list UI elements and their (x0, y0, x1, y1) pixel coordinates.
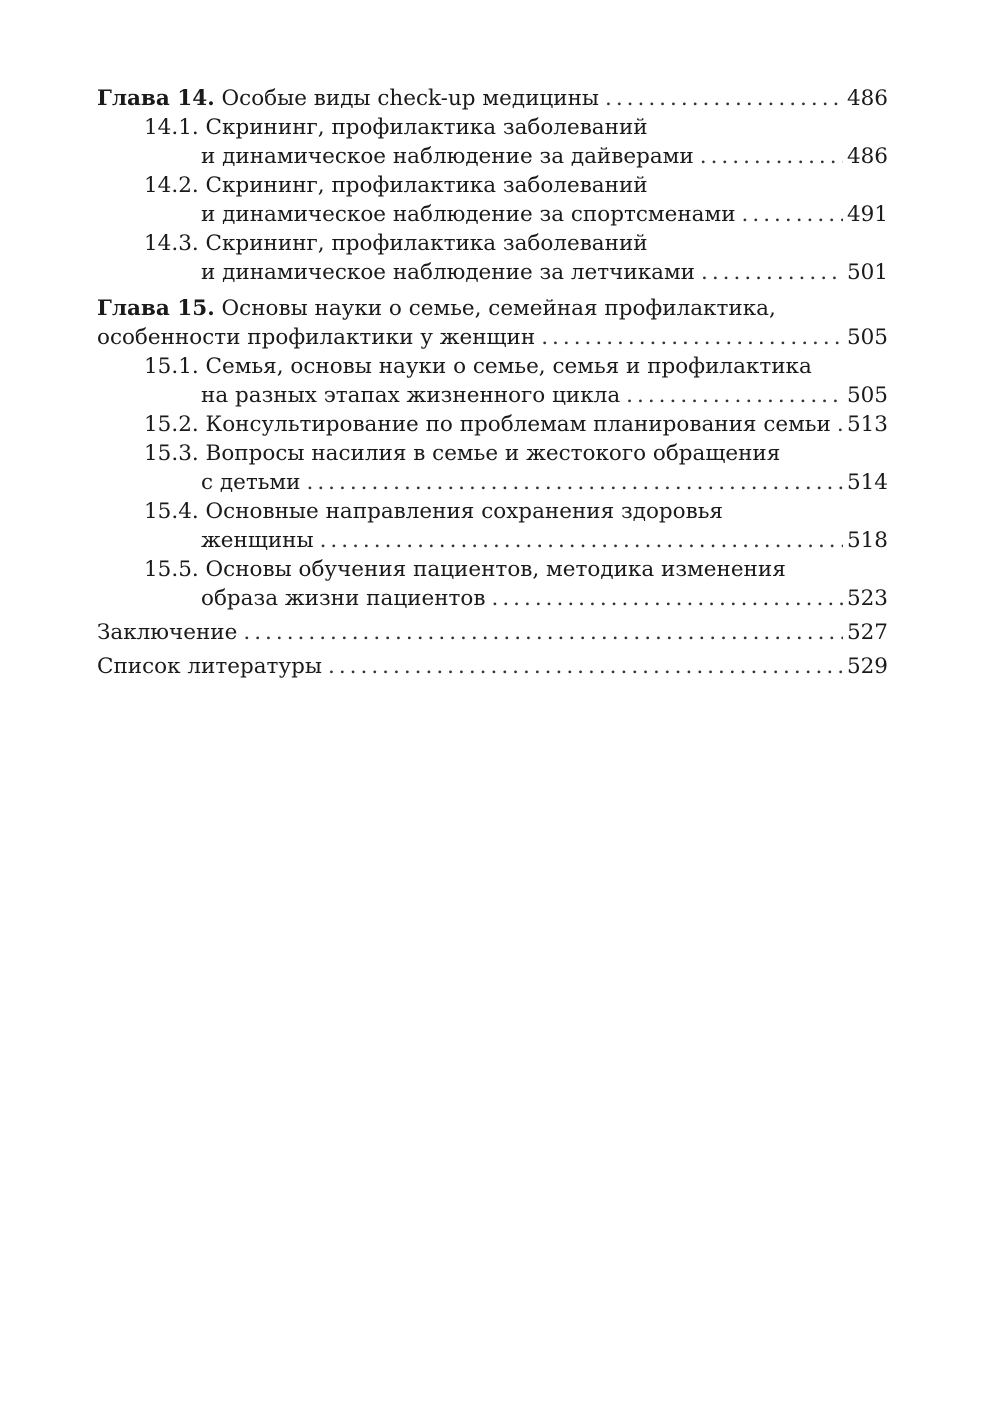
section-15-2-page: 513 (846, 412, 888, 437)
section-15-5-page: 523 (846, 586, 888, 611)
dot-leader (701, 258, 843, 287)
dot-leader (491, 584, 842, 613)
section-15-1-number: 15.1. (144, 354, 199, 379)
section-15-1-title-line2: на разных этапах жизненного цикла (201, 383, 621, 408)
chapter-15-title-line2: особенности профилактики у женщин (97, 325, 536, 350)
section-14-1-page: 486 (846, 144, 888, 169)
toc-section-15-3[interactable] (144, 439, 888, 497)
dot-leader (626, 381, 843, 410)
dot-leader (541, 323, 843, 352)
chapter-14-page: 486 (846, 86, 888, 111)
section-14-3-title-line1: Скрининг, профилактика заболеваний (198, 231, 648, 256)
dot-leader (328, 652, 843, 681)
chapter-15-title-line1: Основы науки о семье, семейная профилактика, (214, 296, 776, 321)
section-14-2-number: 14.2. (144, 173, 199, 198)
section-15-3-title-line2: с детьми (201, 470, 301, 495)
toc-section-15-1[interactable] (144, 352, 888, 410)
conclusion-page: 527 (846, 620, 888, 645)
toc-section-14-1[interactable] (144, 113, 888, 171)
references-page: 529 (846, 654, 888, 679)
section-15-3-page: 514 (846, 470, 888, 495)
section-15-5-number: 15.5. (144, 557, 199, 582)
toc-section-14-2[interactable] (144, 171, 888, 229)
section-15-4-title-line2: женщины (201, 528, 314, 553)
toc-conclusion[interactable] (97, 618, 888, 647)
section-15-4-number: 15.4. (144, 499, 199, 524)
section-14-1-number: 14.1. (144, 115, 199, 140)
section-14-1-title-line1: Скрининг, профилактика заболеваний (198, 115, 648, 140)
section-14-2-page: 491 (846, 202, 888, 227)
table-of-contents (97, 84, 888, 681)
section-15-1-page: 505 (846, 383, 888, 408)
dot-leader (837, 410, 843, 439)
chapter-15-page: 505 (846, 325, 888, 350)
toc-chapter-14[interactable] (97, 84, 888, 113)
section-14-3-title-line2: и динамическое наблюдение за летчиками (201, 260, 696, 285)
toc-section-15-5[interactable] (144, 555, 888, 613)
section-14-3-page: 501 (846, 260, 888, 285)
section-15-1-title-line1: Семья, основы науки о семье, семья и профилактика (198, 354, 812, 379)
section-15-5-title-line2: образа жизни пациентов (201, 586, 486, 611)
toc-chapter-15[interactable] (97, 294, 888, 352)
dot-leader (700, 142, 843, 171)
toc-chapter-14-line (97, 84, 888, 113)
toc-section-14-3[interactable] (144, 229, 888, 287)
section-15-2-title: Консультирование по проблемам планирования семьи (198, 412, 831, 437)
dot-leader (243, 618, 843, 647)
toc-section-15-2[interactable] (144, 410, 888, 439)
dot-leader (307, 468, 843, 497)
conclusion-title: Заключение (97, 620, 238, 645)
toc-section-15-4[interactable] (144, 497, 888, 555)
references-title: Список литературы (97, 654, 322, 679)
section-15-4-page: 518 (846, 528, 888, 553)
chapter-15-label: Глава 15. (97, 296, 215, 321)
section-15-2-number: 15.2. (144, 412, 199, 437)
chapter-14-title: Особые виды check-up медицины (214, 86, 600, 111)
dot-leader (742, 200, 843, 229)
section-15-4-title-line1: Основные направления сохранения здоровья (198, 499, 723, 524)
section-14-3-number: 14.3. (144, 231, 199, 256)
section-14-2-title-line1: Скрининг, профилактика заболеваний (198, 173, 648, 198)
section-15-3-number: 15.3. (144, 441, 199, 466)
section-15-3-title-line1: Вопросы насилия в семье и жестокого обращения (198, 441, 781, 466)
section-14-2-title-line2: и динамическое наблюдение за спортсменами (201, 202, 736, 227)
toc-references[interactable] (97, 652, 888, 681)
dot-leader (320, 526, 843, 555)
section-15-5-title-line1: Основы обучения пациентов, методика изменения (198, 557, 786, 582)
chapter-14-label: Глава 14. (97, 86, 215, 111)
section-14-1-title-line2: и динамическое наблюдение за дайверами (201, 144, 694, 169)
dot-leader (605, 84, 843, 113)
